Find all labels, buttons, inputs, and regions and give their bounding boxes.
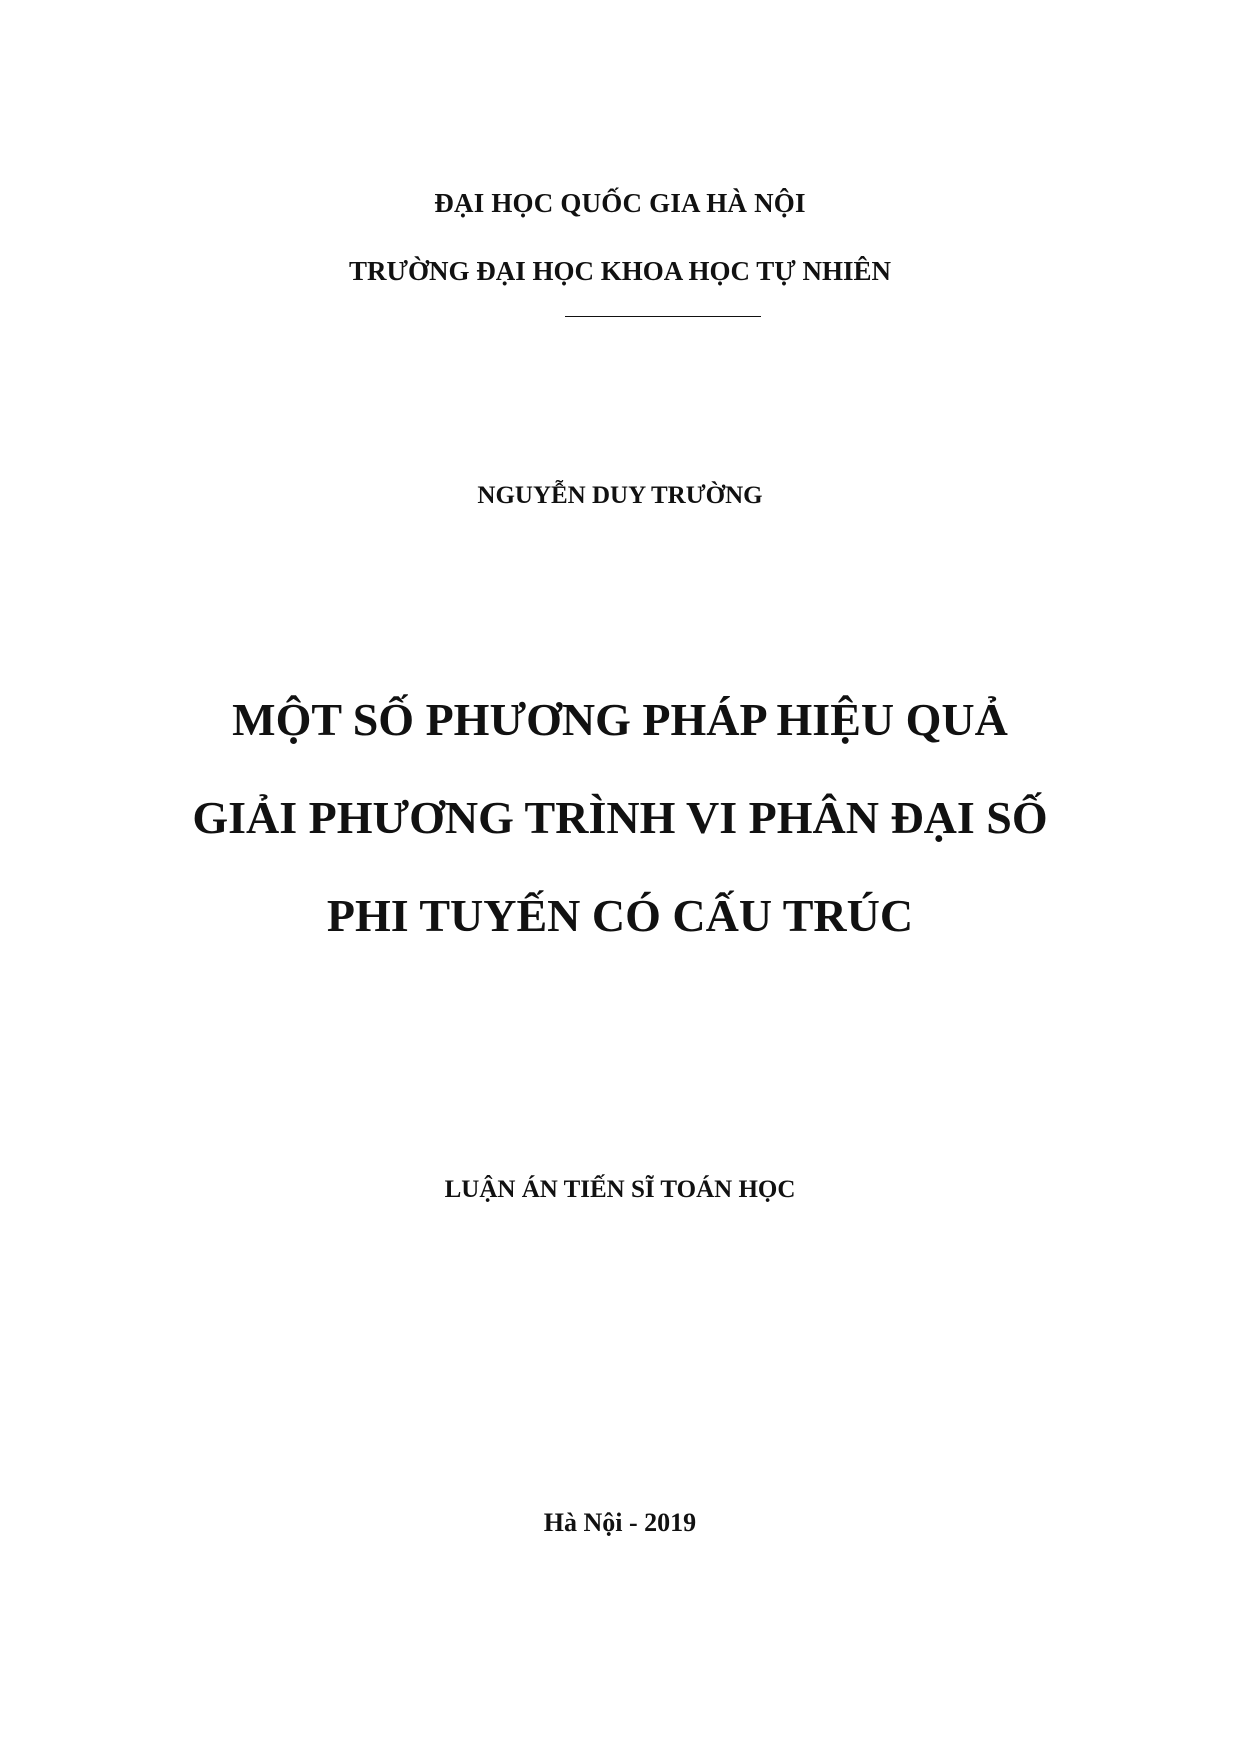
header-divider [565, 316, 761, 317]
thesis-title-line-2: GIẢI PHƯƠNG TRÌNH VI PHÂN ĐẠI SỐ [192, 792, 1048, 843]
faculty-name: TRƯỜNG ĐẠI HỌC KHOA HỌC TỰ NHIÊN [348, 256, 892, 286]
thesis-title-line-3: PHI TUYẾN CÓ CẤU TRÚC [326, 890, 914, 941]
university-name: ĐẠI HỌC QUỐC GIA HÀ NỘI [434, 188, 806, 218]
place-and-year: Hà Nội - 2019 [543, 1508, 697, 1537]
thesis-title-line-1: MỘT SỐ PHƯƠNG PHÁP HIỆU QUẢ [232, 694, 1008, 745]
degree-label: LUẬN ÁN TIẾN SĨ TOÁN HỌC [444, 1176, 796, 1203]
author-name: NGUYỄN DUY TRƯỜNG [477, 482, 763, 509]
